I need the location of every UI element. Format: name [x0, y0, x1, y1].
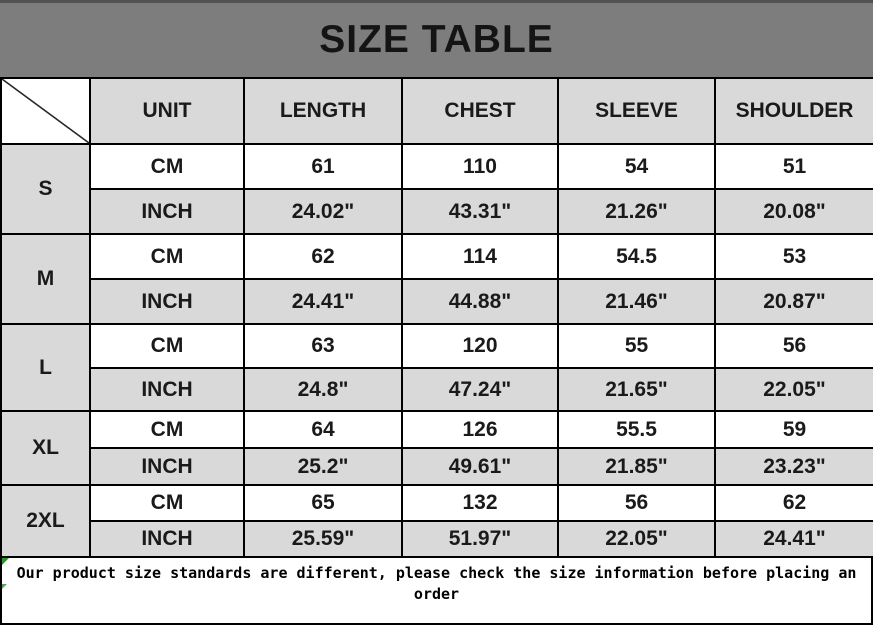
- unit-cell: CM: [90, 324, 244, 368]
- value-cell: 126: [402, 411, 558, 448]
- value-cell: 25.2": [244, 448, 402, 485]
- size-label-cell: XL: [1, 411, 90, 485]
- size-label-cell: L: [1, 324, 90, 411]
- unit-cell: CM: [90, 485, 244, 521]
- footer-note-text: Our product size standards are different, please check the size information before placing an order: [16, 564, 857, 603]
- value-cell: 24.02": [244, 189, 402, 234]
- value-cell: 54: [558, 144, 715, 189]
- header-row: [1, 78, 873, 144]
- value-cell: 120: [402, 324, 558, 368]
- value-cell: 110: [402, 144, 558, 189]
- value-cell: 56: [715, 324, 873, 368]
- value-cell: 59: [715, 411, 873, 448]
- column-header-chest: CHEST: [402, 78, 558, 144]
- page-title: SIZE TABLE: [319, 18, 554, 61]
- unit-cell: INCH: [90, 521, 244, 557]
- unit-cell: CM: [90, 144, 244, 189]
- table-row: [1, 189, 873, 234]
- value-cell: 24.41": [244, 279, 402, 324]
- value-cell: 22.05": [558, 521, 715, 557]
- value-cell: 21.65": [558, 368, 715, 411]
- value-cell: 24.8": [244, 368, 402, 411]
- value-cell: 21.46": [558, 279, 715, 324]
- value-cell: 47.24": [402, 368, 558, 411]
- table-row: [1, 411, 873, 448]
- table-row: [1, 521, 873, 557]
- title-bar: [0, 0, 873, 77]
- table-row: [1, 485, 873, 521]
- column-header-length: LENGTH: [244, 78, 402, 144]
- value-cell: 21.85": [558, 448, 715, 485]
- value-cell: 24.41": [715, 521, 873, 557]
- value-cell: 44.88": [402, 279, 558, 324]
- diagonal-line-icon: [2, 79, 89, 143]
- table-row: [1, 368, 873, 411]
- unit-cell: INCH: [90, 368, 244, 411]
- value-cell: 62: [715, 485, 873, 521]
- value-cell: 54.5: [558, 234, 715, 279]
- value-cell: 65: [244, 485, 402, 521]
- table-row: [1, 279, 873, 324]
- green-corner-artifact: [2, 584, 7, 589]
- value-cell: 64: [244, 411, 402, 448]
- diagonal-cell: [1, 78, 90, 144]
- column-header-unit: UNIT: [90, 78, 244, 144]
- column-header-sleeve: SLEEVE: [558, 78, 715, 144]
- size-label-cell: S: [1, 144, 90, 234]
- value-cell: 25.59": [244, 521, 402, 557]
- size-label-cell: M: [1, 234, 90, 324]
- value-cell: 49.61": [402, 448, 558, 485]
- value-cell: 43.31": [402, 189, 558, 234]
- value-cell: 61: [244, 144, 402, 189]
- value-cell: 53: [715, 234, 873, 279]
- value-cell: 51: [715, 144, 873, 189]
- green-corner-artifact: [2, 558, 9, 565]
- value-cell: 23.23": [715, 448, 873, 485]
- table-row: [1, 144, 873, 189]
- size-label-cell: 2XL: [1, 485, 90, 557]
- value-cell: 63: [244, 324, 402, 368]
- table-row: [1, 448, 873, 485]
- unit-cell: CM: [90, 234, 244, 279]
- column-header-shoulder: SHOULDER: [715, 78, 873, 144]
- unit-cell: INCH: [90, 448, 244, 485]
- value-cell: 22.05": [715, 368, 873, 411]
- value-cell: 51.97": [402, 521, 558, 557]
- unit-cell: CM: [90, 411, 244, 448]
- value-cell: 55: [558, 324, 715, 368]
- table-row: [1, 234, 873, 279]
- value-cell: 20.87": [715, 279, 873, 324]
- value-cell: 114: [402, 234, 558, 279]
- unit-cell: INCH: [90, 279, 244, 324]
- value-cell: 56: [558, 485, 715, 521]
- value-cell: 20.08": [715, 189, 873, 234]
- size-table: [0, 77, 873, 558]
- value-cell: 62: [244, 234, 402, 279]
- unit-cell: INCH: [90, 189, 244, 234]
- value-cell: 21.26": [558, 189, 715, 234]
- footer-note: [0, 558, 873, 625]
- table-row: [1, 324, 873, 368]
- value-cell: 55.5: [558, 411, 715, 448]
- value-cell: 132: [402, 485, 558, 521]
